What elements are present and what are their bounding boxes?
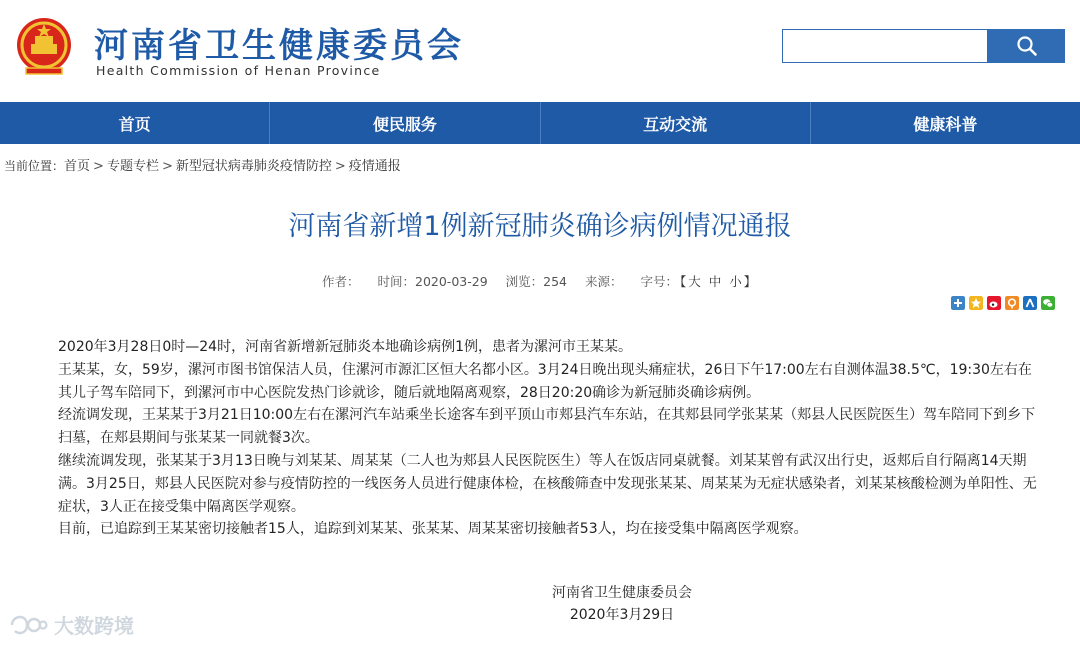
weibo-icon[interactable] bbox=[987, 296, 1001, 310]
breadcrumb-item-home[interactable]: 首页 bbox=[64, 159, 91, 174]
meta-views: 浏览：254 bbox=[505, 274, 567, 289]
site-header bbox=[0, 0, 1080, 102]
article-signature bbox=[552, 582, 692, 626]
nav-item-home[interactable]: 首页 bbox=[0, 102, 270, 144]
breadcrumb-separator: > bbox=[161, 159, 173, 174]
breadcrumb-item-topics[interactable]: 专题专栏 bbox=[106, 159, 159, 174]
nav-item-services[interactable]: 便民服务 bbox=[270, 102, 540, 144]
share-bar bbox=[951, 296, 1055, 310]
watermark bbox=[8, 610, 134, 639]
article-paragraph: 经流调发现，王某某于3月21日10:00左右在漯河汽车站乘坐长途客车到平顶山市郏县汽车东站，在其郏县同学张某某（郏县人民医院医生）驾车陪同下到乡下扫墓，在郏县期间与张某某一同就餐3次。 bbox=[58, 407, 1036, 447]
font-size-switcher[interactable]: 【大 中 小】 bbox=[680, 274, 759, 289]
site-subtitle: Health Commission of Henan Province bbox=[96, 63, 381, 78]
article-body bbox=[58, 336, 1038, 541]
search-button[interactable] bbox=[988, 29, 1065, 63]
meta-source: 来源： bbox=[584, 274, 623, 289]
breadcrumb-prefix: 当前位置： bbox=[4, 159, 65, 173]
breadcrumb-item-covid[interactable]: 新型冠状病毒肺炎疫情防控 bbox=[175, 159, 332, 174]
meta-font-size-label: 字号： bbox=[640, 274, 678, 289]
signature-org: 河南省卫生健康委员会 bbox=[552, 585, 692, 601]
article-title: 河南省新增1例新冠肺炎确诊病例情况通报 bbox=[288, 211, 792, 242]
nav-item-health-science[interactable]: 健康科普 bbox=[913, 114, 978, 134]
site-title[interactable]: 河南省卫生健康委员会 bbox=[94, 26, 464, 66]
breadcrumb-item-bulletin[interactable]: 疫情通报 bbox=[348, 159, 401, 174]
search-icon bbox=[1016, 35, 1038, 57]
meta-time: 时间：2020-03-29 bbox=[377, 274, 488, 289]
breadcrumb-separator: > bbox=[334, 159, 346, 174]
nav-item-interaction[interactable]: 互动交流 bbox=[541, 102, 811, 144]
watermark-logo-icon bbox=[8, 613, 48, 637]
plus-share-icon[interactable] bbox=[951, 296, 965, 310]
wechat-icon[interactable] bbox=[1041, 296, 1055, 310]
watermark-text: 大数跨境 bbox=[54, 614, 134, 638]
breadcrumb bbox=[4, 155, 401, 174]
article-paragraph: 继续流调发现，张某某于3月13日晚与刘某某、周某某（二人也为郏县人民医院医生）等人在饭店同桌就餐。刘某某曾有武汉出行史，返郏后自行隔离14天期满。3月25日，郏县人民医院对参与疫情防控的一线医务人员进行健康体检，在核酸筛查中发现张某某、周某某为无症状感染者，刘某某核酸检测为单阳性、无症状，3人正在接受集中隔离医学观察。 bbox=[58, 452, 1037, 515]
signature-date: 2020年3月29日 bbox=[569, 607, 675, 623]
renren-icon[interactable] bbox=[1023, 296, 1037, 310]
article-paragraph: 目前，已追踪到王某某密切接触者15人，追踪到刘某某、张某某、周某某密切接触者53人，均在接受集中隔离医学观察。 bbox=[58, 521, 808, 538]
main-nav bbox=[0, 102, 1080, 144]
national-emblem-icon[interactable] bbox=[14, 16, 74, 78]
breadcrumb-separator: > bbox=[93, 159, 104, 174]
qzone-icon[interactable] bbox=[969, 296, 983, 310]
meta-author: 作者： bbox=[322, 274, 360, 289]
article-paragraph: 王某某，女，59岁，漯河市图书馆保洁人员，住漯河市源汇区恒大名都小区。3月24日晚出现头痛症状，26日下午17:00左右自测体温38.5℃，19:30左右在其儿子驾车陪同下，到漯河市中心医院发热门诊就诊，随后就地隔离观察，28日20:20确诊为新冠肺炎确诊病例。 bbox=[58, 361, 1032, 401]
tencent-icon[interactable] bbox=[1005, 296, 1019, 310]
article-paragraph: 2020年3月28日0时—24时，河南省新增新冠肺炎本地确诊病例1例，患者为漯河市王某某。 bbox=[58, 339, 632, 355]
article-meta bbox=[322, 272, 772, 290]
search-input[interactable] bbox=[782, 29, 988, 63]
